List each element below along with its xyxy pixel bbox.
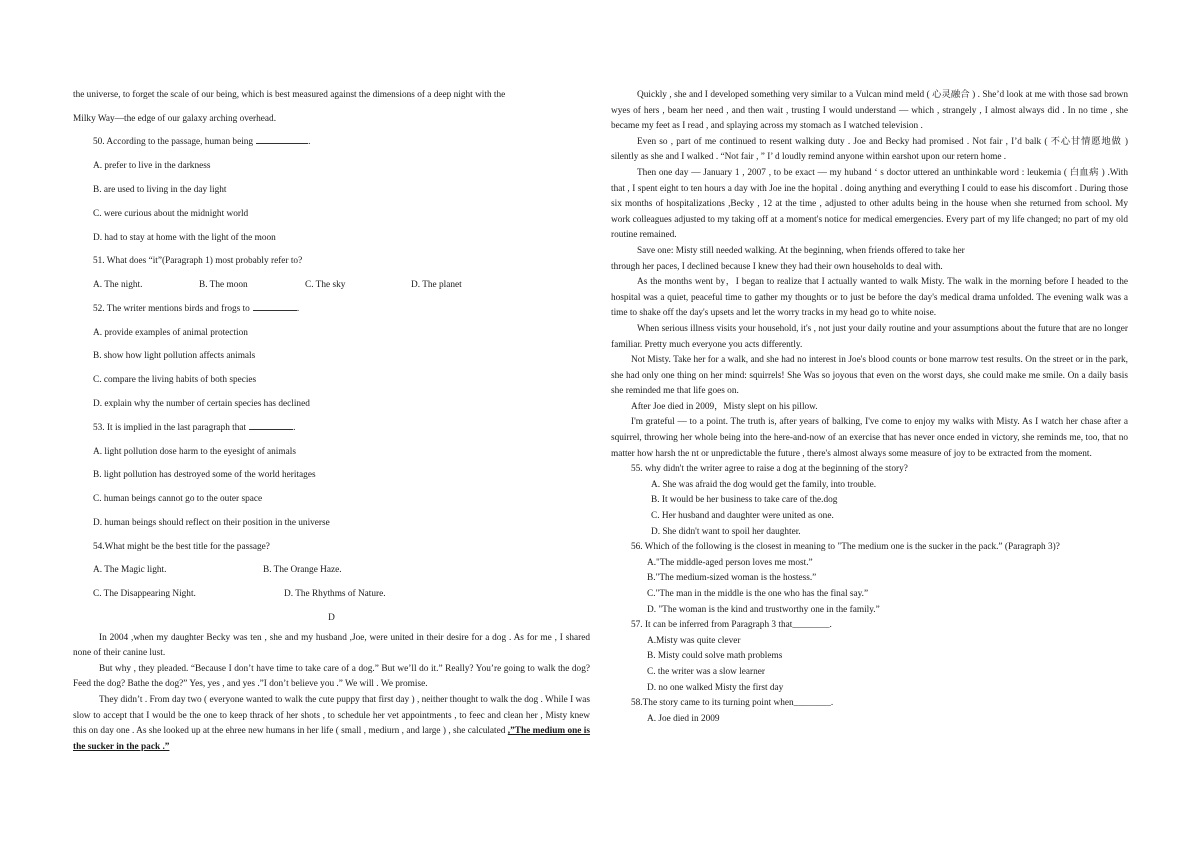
option-55b: B. It would be her business to take care of the.dog [651, 495, 838, 506]
option-53a: A. light pollution dose harm to the eyesight of animals [93, 446, 296, 457]
section-heading: D [328, 613, 335, 623]
option-54d: D. The Rhythms of Nature. [284, 589, 386, 600]
answer-blank [256, 135, 308, 144]
options-54-row1 [93, 563, 590, 579]
option-55a: A. She was afraid the dog would get the family, into trouble. [651, 479, 877, 490]
question-55: 55. why didn't the writer agree to raise a dog at the beginning of the story? [631, 464, 908, 475]
answer-blank [253, 302, 297, 311]
passage-paragraph-8: As the months went by，I began to realize that I actually wanted to walk Misty. The walk in the morning before I headed to the hospital was a quiet, peaceful time to gather my thoughts or to just be before the day's medical drama unfolded. The evening walk was a time to shake off the day's upsets and let the worry tracks in my head go to white noise. [611, 277, 1128, 319]
question-51: 51. What does “it”(Paragraph 1) most probably refer to? [93, 256, 303, 267]
question-52: 52. The writer mentions birds and frogs to . [93, 303, 300, 314]
options-54-row2 [93, 587, 590, 603]
question-stem: 52. The writer mentions birds and frogs to [93, 303, 250, 314]
passage-paragraph-4: Quickly , she and I developed something very similar to a Vulcan mind meld ( 心灵融合 ) . She’d look at me with those sad brown wyes of hers , beam her need , and then wait , trusting I would understand — which , strangely , I almost always did . In no time , she became my feet as I read , and splaying across my stomach as I watched television . [611, 90, 1128, 132]
option-56c: C."The man in the middle is the one who has the final say.” [647, 589, 869, 599]
underlined-quote: ,”The medium one is the sucker in the pack .” [73, 726, 590, 752]
option-50c: C. were curious about the midnight world [93, 208, 249, 219]
option-56d: D. "The woman is the kind and trustworthy one in the family.” [647, 604, 880, 615]
option-57d: D. no one walked Misty the first day [647, 682, 784, 693]
option-51c: C. The sky [305, 280, 346, 291]
question-57: 57. It can be inferred from Paragraph 3 that________. [631, 620, 832, 631]
option-57a: A.Misty was quite clever [647, 635, 741, 646]
option-55c: C. Her husband and daughter were united as one. [651, 511, 834, 522]
passage-paragraph-9: When serious illness visits your household, it's , not just your daily routine and your assumptions about the future that are no longer familiar. Pretty much everyone you acts differently. [611, 323, 1128, 350]
question-56: 56. Which of the following is the closest in meaning to "The medium one is the sucker in the pack.” (Paragraph 3)? [631, 542, 1060, 553]
right-column [611, 88, 1128, 727]
intro-line-2: Milky Way—the edge of our galaxy arching overhead. [73, 113, 277, 124]
option-50b: B. are used to living in the day light [93, 184, 227, 195]
option-53c: C. human beings cannot go to the outer space [93, 494, 263, 505]
intro-line-1: the universe, to forget the scale of our being, which is best measured against the dimensions of a deep night with the [73, 90, 506, 100]
option-57c: C. the writer was a slow learner [647, 666, 765, 677]
passage-paragraph-1: In 2004 ,when my daughter Becky was ten , she and my husband ,Joe, were united in their desire for a dog . As for me , I shared none of their canine lust. [73, 632, 590, 659]
options-51 [93, 278, 590, 294]
option-57b: B. Misty could solve math problems [647, 651, 783, 662]
question-53: 53. It is implied in the last paragraph that . [93, 422, 296, 433]
option-58a: A. Joe died in 2009 [647, 713, 720, 724]
option-55d: D. She didn't want to spoil her daughter. [651, 526, 801, 537]
option-53d: D. human beings should reflect on their position in the universe [93, 517, 330, 528]
option-54a: A. The Magic light. [93, 565, 167, 576]
passage-paragraph-6: Then one day — January 1 , 2007 , to be exact — my huband ‘ s doctor uttered an unthinkable word : leukemia ( 白血病 ) .With that , I spent eight to ten hours a day with Joe ine the hopital . doing anything and everything I could to ease his discomfort . During those six months of hospitalizations ,Becky , 12 at the time , adjusted to other adults being in the house when she returned from school. My work colleagues adjusted to my taking off at a moment's notice for medical emergencies. Every part of my life changed; no part of my old routine remained. [611, 167, 1128, 241]
option-53b: B. light pollution has destroyed some of the world heritages [93, 470, 316, 481]
option-51d: D. The planet [411, 280, 462, 291]
passage-paragraph-2: But why , they pleaded. “Because I don’t have time to take care of a dog.” But we’ll do it.” Really? You’re going to walk the dog? Feed the dog? Bathe the dog?” Yes, yes , and yes .”I don’t believe you .” We will . We promise. [73, 663, 590, 690]
option-50d: D. had to stay at home with the light of the moon [93, 232, 276, 243]
passage-paragraph-7: Save one: Misty still needed walking. At the beginning, when friends offered to take her [637, 245, 965, 256]
question-58: 58.The story came to its turning point when________. [631, 698, 834, 709]
option-54b: B. The Orange Haze. [263, 565, 342, 576]
option-52d: D. explain why the number of certain species has declined [93, 398, 310, 409]
left-column [73, 88, 590, 755]
answer-blank [249, 421, 293, 430]
passage-paragraph-12: I'm grateful — to a point. The truth is, after years of balking, I've come to enjoy my walks with Misty. As I watch her chase after a squirrel, throwing her whole being into the here-and-now of an exercise that has never once ended in victory, she reminds me, too, that no matter how harsh the nt or unpredictable the future , there's almost always some measure of joy to be extracted from the moment. [611, 417, 1128, 459]
question-stem: 53. It is implied in the last paragraph that [93, 422, 247, 433]
passage-paragraph-11: After Joe died in 2009，Misty slept on his pillow. [631, 401, 818, 412]
paragraph-text: They didn’t . From day two ( everyone wanted to walk the cute puppy that first day ) , neither thought to walk the dog . While I was slow to accept that I would be the one to keep thrack of her shots , to schedule her vet appointments , to feec and clean her , Misty knew this on day one . As she looked up at the ehree new humans in her life ( small , mediurn , and large ) , she calculated [73, 694, 590, 737]
passage-paragraph-7-cont: through her paces, I declined because I knew they had their own households to deal with. [611, 261, 943, 272]
option-50a: A. prefer to live in the darkness [93, 161, 211, 172]
question-stem: 50. According to the passage, human being [93, 137, 254, 148]
passage-paragraph-10: Not Misty. Take her for a walk, and she had no interest in Joe's blood counts or bone marrow test results. On the street or in the park, she had only one thing on her mind: squirrels! She Was so joyous that even on the worst days, she could make me smile. On a daily basis she reminded me that life goes on. [611, 355, 1128, 397]
passage-paragraph-3 [73, 693, 590, 755]
passage-paragraph-5: Even so , part of me continued to resent walking duty . Joe and Becky had promised . Not fair , I’d balk ( 不心甘情愿地做 ) silently as she and I walked . “Not fair , ” I’ d loudly remind anyone within earshot upon our retern home . [611, 136, 1128, 163]
option-56b: B."The medium-sized woman is the hostess.” [647, 573, 817, 584]
option-54c: C. The Disappearing Night. [93, 589, 196, 600]
option-51b: B. The moon [199, 280, 248, 291]
option-52b: B. show how light pollution affects animals [93, 351, 256, 362]
question-50: 50. According to the passage, human being . [93, 137, 311, 148]
option-51a: A. The night. [93, 280, 143, 291]
option-52a: A. provide examples of animal protection [93, 327, 248, 338]
option-52c: C. compare the living habits of both species [93, 375, 257, 386]
question-54: 54.What might be the best title for the passage? [93, 541, 270, 552]
option-56a: A."The middle-aged person loves me most.” [647, 557, 813, 568]
